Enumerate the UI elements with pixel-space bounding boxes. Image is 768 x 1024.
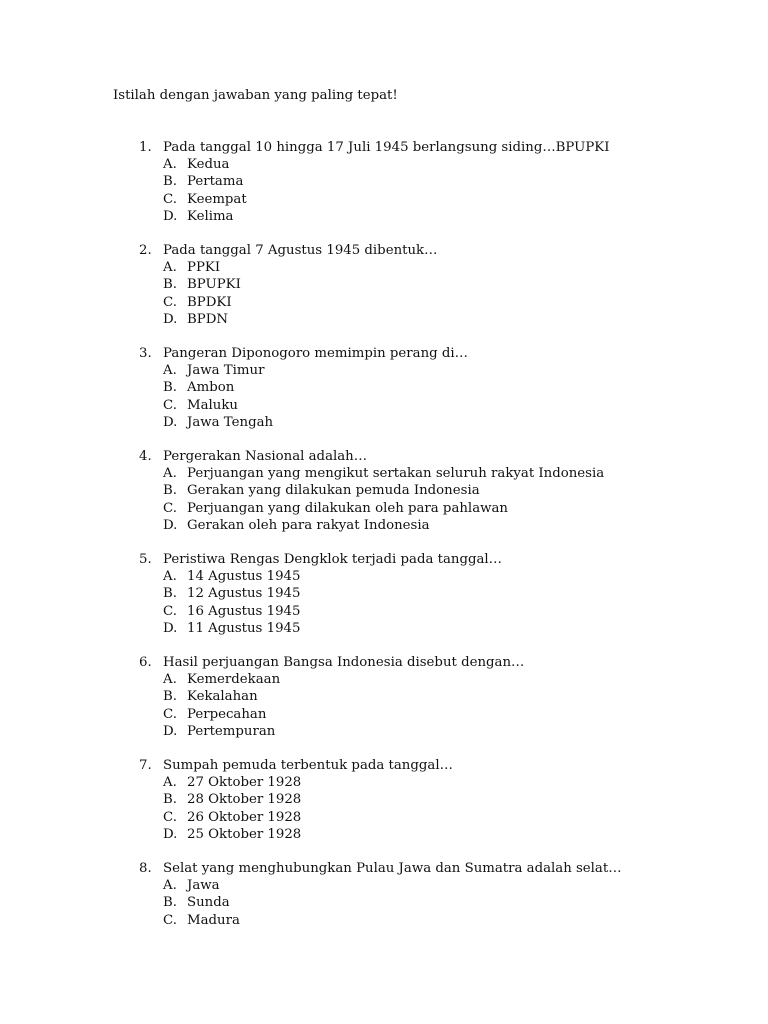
option-letter: C. [163, 294, 177, 310]
option-text: 25 Oktober 1928 [187, 826, 302, 842]
option-text: Jawa [187, 878, 220, 894]
option-letter: C. [163, 500, 177, 516]
option-text: 14 Agustus 1945 [187, 569, 301, 585]
option-letter: C. [163, 809, 177, 825]
option-text: BPDKI [187, 294, 232, 310]
question-item [0, 551, 768, 654]
question-item [0, 654, 768, 757]
option-letter: A. [163, 569, 177, 585]
question-number: 1. [139, 140, 152, 155]
option-letter: A. [163, 260, 177, 276]
option-text: 27 Oktober 1928 [187, 775, 302, 791]
question-list [0, 139, 768, 963]
option-letter: C. [163, 706, 177, 722]
question-text: Pada tanggal 10 hingga 17 Juli 1945 berlangsung siding…BPUPKI [163, 140, 610, 155]
question-number: 4. [139, 449, 152, 464]
option-letter: B. [163, 277, 177, 293]
option-letter: D. [163, 414, 178, 430]
option-letter: D. [163, 311, 178, 327]
option-text: Keempat [187, 191, 247, 207]
question-text: Pangeran Diponogoro memimpin perang di… [163, 346, 468, 361]
option-letter: C. [163, 397, 177, 413]
option-letter: B. [163, 792, 177, 808]
option-text: 11 Agustus 1945 [187, 620, 301, 636]
option-letter: A. [163, 672, 177, 688]
option-text: Perjuangan yang mengikut sertakan seluruh rakyat Indonesia [187, 466, 605, 482]
question-item [0, 139, 768, 242]
option-letter: B. [163, 380, 177, 396]
option-letter: D. [163, 826, 178, 842]
question-number: 5. [139, 552, 152, 567]
option-text: Pertama [187, 174, 244, 190]
option-text: Gerakan oleh para rakyat Indonesia [187, 517, 430, 533]
option-letter: D. [163, 208, 178, 224]
question-text: Peristiwa Rengas Dengklok terjadi pada tanggal… [163, 552, 502, 567]
option-letter: A. [163, 466, 177, 482]
question-item [0, 448, 768, 551]
option-letter: C. [163, 912, 177, 928]
question-item [0, 757, 768, 860]
option-letter: C. [163, 191, 177, 207]
option-text: Kemerdekaan [187, 672, 281, 688]
question-item [0, 242, 768, 345]
question-text: Sumpah pemuda terbentuk pada tanggal… [163, 758, 453, 773]
question-item [0, 860, 768, 963]
option-text: Perjuangan yang dilakukan oleh para pahlawan [187, 500, 508, 516]
option-letter: A. [163, 878, 177, 894]
option-text: Kekalahan [187, 689, 258, 705]
option-letter: B. [163, 586, 177, 602]
option-text: 16 Agustus 1945 [187, 603, 301, 619]
option-text: Perpecahan [187, 706, 267, 722]
option-letter: A. [163, 157, 177, 173]
option-text: Maluku [187, 397, 238, 413]
option-text: Madura [187, 912, 240, 928]
option-text: BPUPKI [187, 277, 241, 293]
option-text: 26 Oktober 1928 [187, 809, 302, 825]
option-letter: A. [163, 775, 177, 791]
option-text: 28 Oktober 1928 [187, 792, 302, 808]
option-letter: D. [163, 723, 178, 739]
option-text: PPKI [187, 260, 221, 276]
question-text: Pergerakan Nasional adalah… [163, 449, 368, 464]
option-letter: D. [163, 517, 178, 533]
option-letter: C. [163, 603, 177, 619]
option-text: Jawa Timur [187, 363, 265, 379]
option-text: Sunda [187, 895, 230, 911]
question-item [0, 345, 768, 448]
question-number: 6. [139, 655, 152, 670]
instruction-text: Istilah dengan jawaban yang paling tepat! [113, 88, 398, 103]
question-text: Hasil perjuangan Bangsa Indonesia disebut dengan… [163, 655, 525, 670]
option-text: Kedua [187, 157, 230, 173]
option-letter: B. [163, 483, 177, 499]
option-text: Jawa Tengah [187, 414, 274, 430]
option-letter: D. [163, 620, 178, 636]
option-text: BPDN [187, 311, 229, 327]
question-number: 2. [139, 243, 152, 258]
option-text: Pertempuran [187, 723, 276, 739]
question-number: 7. [139, 758, 152, 773]
option-text: Ambon [187, 380, 235, 396]
option-letter: B. [163, 895, 177, 911]
option-text: 12 Agustus 1945 [187, 586, 301, 602]
question-text: Selat yang menghubungkan Pulau Jawa dan Sumatra adalah selat… [163, 861, 622, 876]
question-text: Pada tanggal 7 Agustus 1945 dibentuk… [163, 243, 438, 258]
option-letter: B. [163, 174, 177, 190]
question-number: 8. [139, 861, 152, 876]
question-number: 3. [139, 346, 152, 361]
option-text: Gerakan yang dilakukan pemuda Indonesia [187, 483, 480, 499]
option-letter: A. [163, 363, 177, 379]
option-text: Kelima [187, 208, 234, 224]
option-letter: B. [163, 689, 177, 705]
